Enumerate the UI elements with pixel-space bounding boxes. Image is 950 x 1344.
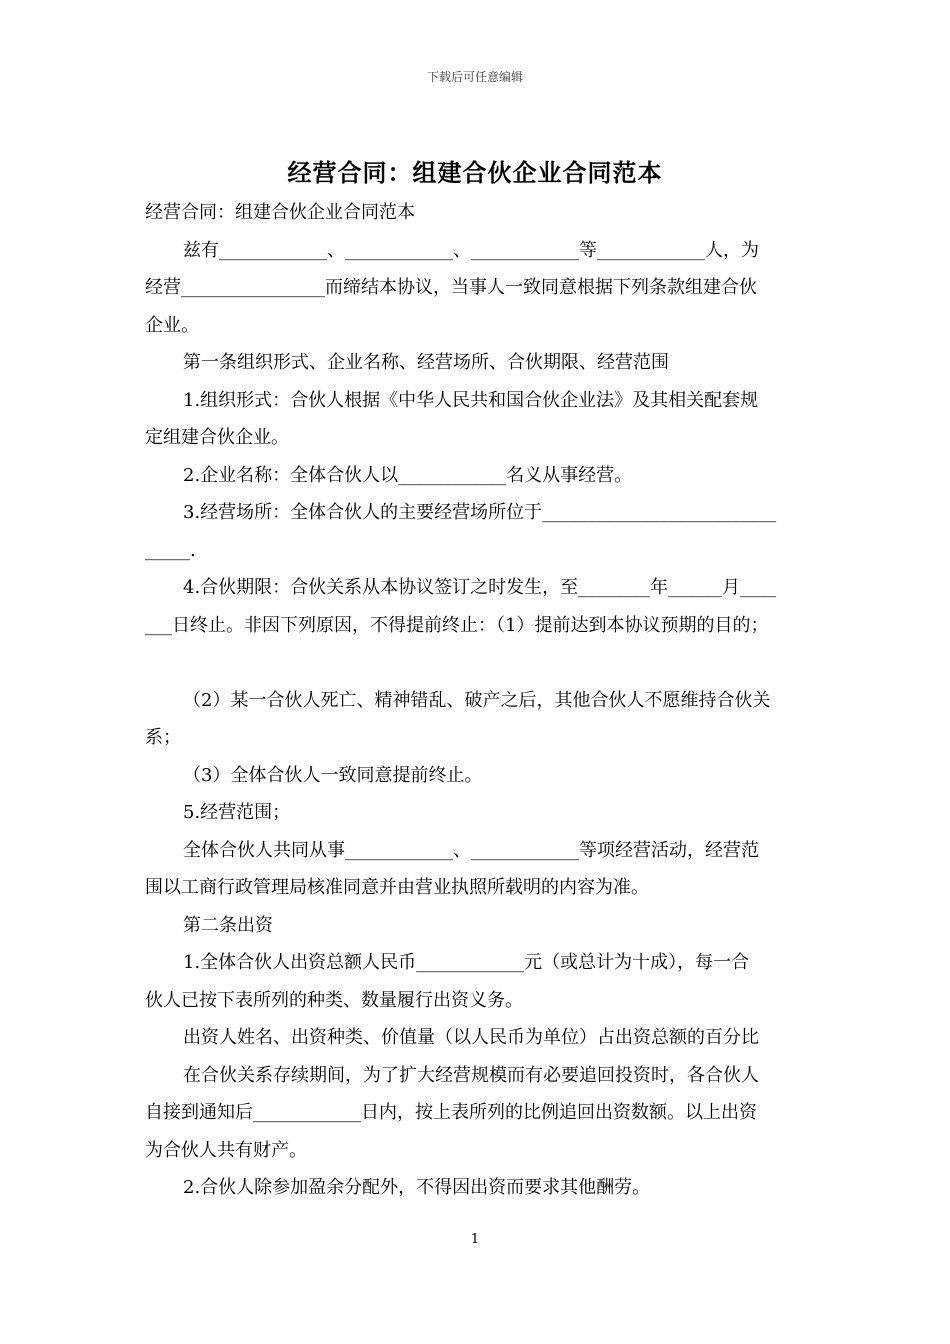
clause-1-2: 2.企业名称：全体合伙人以____________名义从事经营。 <box>183 464 633 486</box>
document-body <box>145 194 815 1207</box>
table-caption: 出资人姓名、出资种类、价值量（以人民币为单位）占出资总额的百分比 <box>183 1027 759 1048</box>
paragraph-parties-cont: 经营________________而缔结本协议，当事人一致同意根据下列条款组建合伙 <box>145 277 757 298</box>
clause-1-5-text: 全体合伙人共同从事____________、____________等项经营活动，经营范 <box>183 839 759 861</box>
clause-1-4: 4.合伙期限：合伙关系从本协议签订之时发生，至________年______月____ <box>183 577 777 598</box>
page-number: 1 <box>470 1232 480 1247</box>
header-note: 下载后可任意编辑 <box>426 70 523 84</box>
clause-2-1-cont: 伙人已按下表所列的种类、数量履行出资义务。 <box>145 989 523 1011</box>
clause-1-1: 1.组织形式：合伙人根据《中华人民共和国合伙企业法》及其相关配套规 <box>183 389 759 411</box>
clause-1-4-item-2: （2）某一合伙人死亡、精神错乱、破产之后，其他合伙人不愿维持合伙关 <box>183 689 771 711</box>
clause-1-1-cont: 定组建合伙企业。 <box>145 427 289 448</box>
clause-1-5-text-cont: 围以工商行政管理局核准同意并由营业执照所载明的内容为准。 <box>145 877 649 898</box>
clause-2-1-additional-cont: 自接到通知后____________日内，按上表所列的比例追回出资数额。以上出资 <box>145 1102 757 1123</box>
paragraph-subtitle: 经营合同：组建合伙企业合同范本 <box>145 202 415 223</box>
clause-1-3-cont: _____. <box>145 539 196 561</box>
clause-1-4-item-3: （3）全体合伙人一致同意提前终止。 <box>183 764 483 786</box>
clause-2-1: 1.全体合伙人出资总额人民币____________元（或总计为十成），每一合 <box>183 952 750 973</box>
document-title: 经营合同：组建合伙企业合同范本 <box>287 158 663 187</box>
clause-1-4-item-2-cont: 系； <box>145 727 181 748</box>
clause-2-2: 2.合伙人除参加盈余分配外，不得因出资而要求其他酬劳。 <box>183 1177 651 1198</box>
article-2-heading: 第二条出资 <box>183 914 273 936</box>
clause-1-5: 5.经营范围； <box>183 802 291 823</box>
clause-2-1-additional-end: 为合伙人共有财产。 <box>145 1139 307 1161</box>
clause-2-1-additional: 在合伙关系存续期间，为了扩大经营规模而有必要追回投资时，各合伙人 <box>183 1064 759 1086</box>
clause-1-4-cont: ___日终止。非因下列原因，不得提前终止：（1）提前达到本协议预期的目的； <box>145 614 769 636</box>
blank-spacer <box>145 644 815 682</box>
article-1-heading: 第一条组织形式、企业名称、经营场所、合伙期限、经营范围 <box>183 352 669 373</box>
paragraph-parties-end: 企业。 <box>145 314 199 336</box>
clause-1-3: 3.经营场所：全体合伙人的主要经营场所位于__________________________ <box>183 502 777 523</box>
paragraph-parties: 兹有____________、____________、____________等____________人，为 <box>183 239 759 261</box>
